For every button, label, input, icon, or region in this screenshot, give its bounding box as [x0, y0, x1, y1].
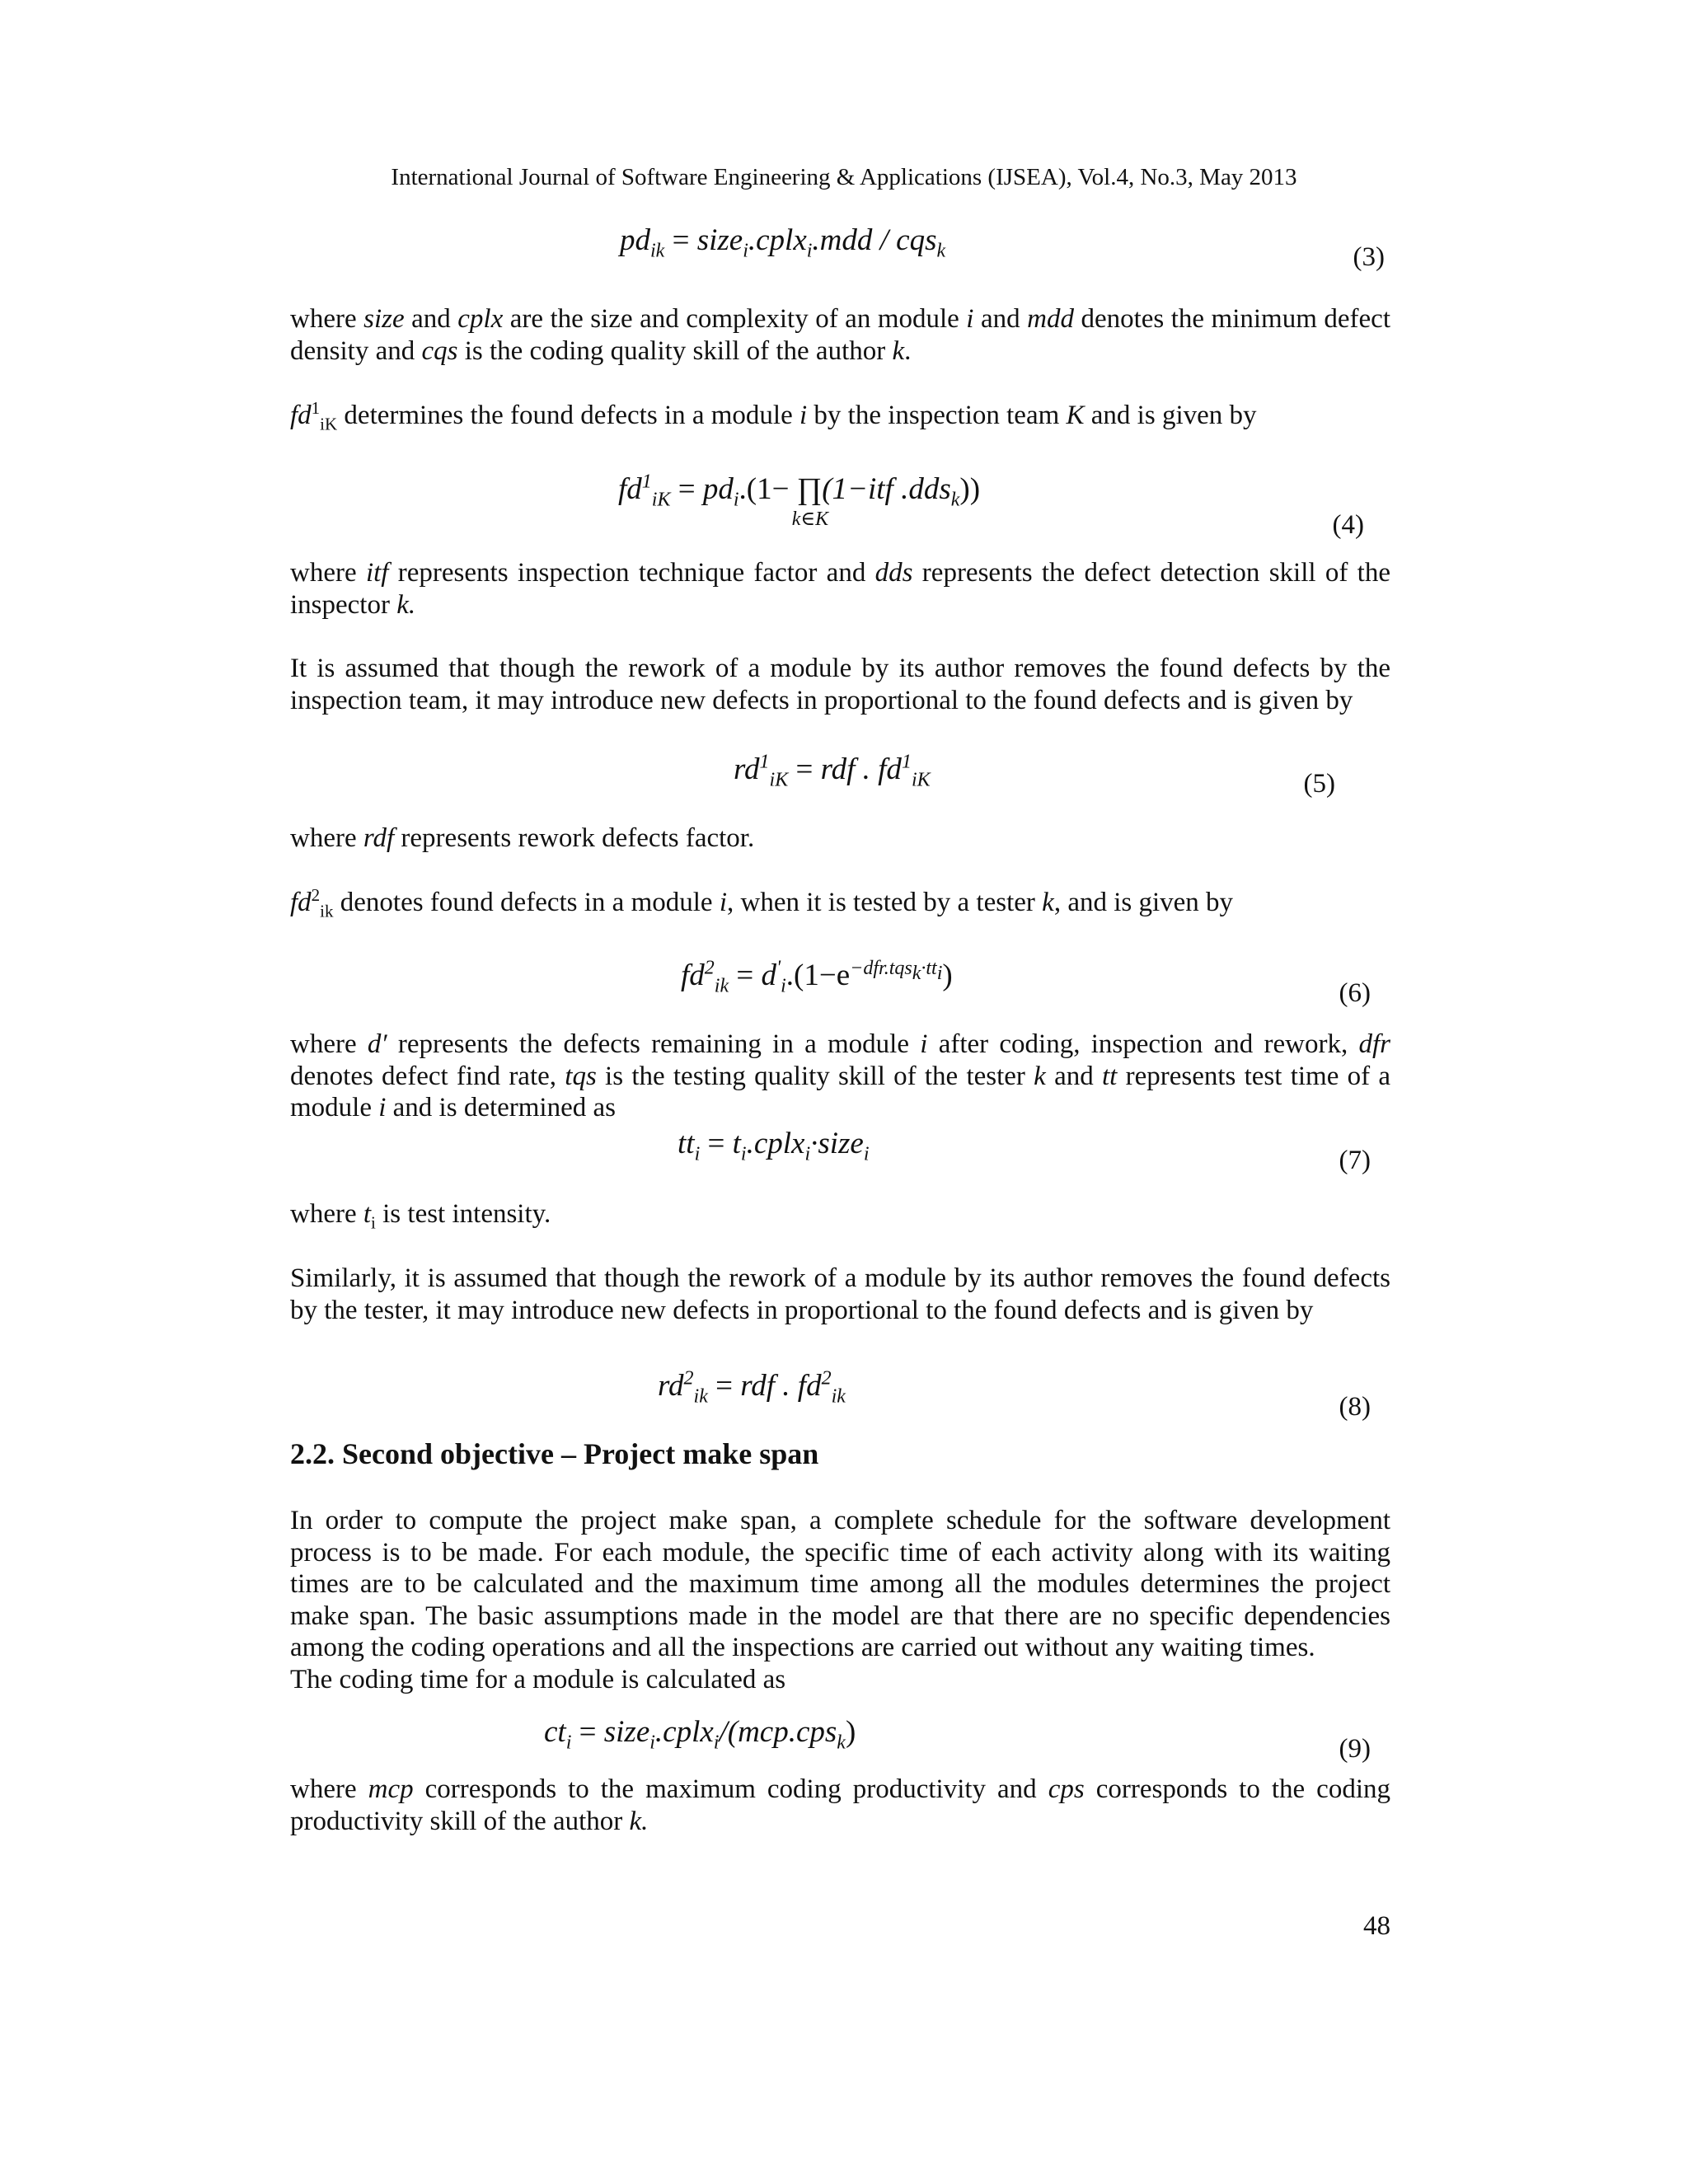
paragraph-6: $fd^2_{ik}$ denotes found defects in a module i, when it is tested by a tester k, and is given by	[290, 885, 1234, 921]
equation-number-7: (7)	[1339, 1146, 1371, 1175]
paragraph-1: where size and cplx are the size and complexity of an module i and mdd denotes the minimum defect density and cqs is the coding quality skill of the author k.	[290, 304, 1390, 366]
paragraph-8: where $t_i$ is test intensity.	[290, 1199, 551, 1233]
equation-5: $rd^1_{iK}$ = rdf . $fd^1_{iK}$	[734, 751, 931, 791]
equation-number-8: (8)	[1339, 1392, 1371, 1422]
equation-number-5: (5)	[1303, 769, 1335, 799]
section-heading: 2.2. Second objective – Project make span	[290, 1437, 819, 1470]
equation-number-3: (3)	[1353, 242, 1385, 272]
equation-number-9: (9)	[1339, 1734, 1371, 1764]
product-operator: ∏ k∈K	[791, 472, 829, 530]
paragraph-9: Similarly, it is assumed that though the rework of a module by its author removes the found defects by the tester, it may introduce new defects in proportional to the found defects and is given by	[290, 1263, 1390, 1325]
paragraph-11: The coding time for a module is calculated as	[290, 1665, 786, 1694]
paragraph-5: where rdf represents rework defects factor.	[290, 823, 755, 853]
equation-number-6: (6)	[1339, 978, 1371, 1008]
equation-8: $rd^2_{ik}$ = rdf . $fd^2_{ik}$	[658, 1367, 846, 1408]
paragraph-12: where mcp corresponds to the maximum coding productivity and cps corresponds to the coding productivity skill of the author k.	[290, 1774, 1390, 1836]
paragraph-4: It is assumed that though the rework of a module by its author removes the found defects by the inspection team, it may introduce new defects in proportional to the found defects and is given by	[290, 654, 1390, 715]
equation-6: $fd^2_{ik} = d'_i.(1-e^{-dfr.tqs_k\cdot tt_i})$	[681, 957, 953, 997]
paragraph-2: $fd^1_{iK}$ determines the found defects in a module i by the inspection team K and is given by	[290, 398, 1257, 434]
paragraph-7: where d′ represents the defects remaining in a module i after coding, inspection and rework, dfr denotes defect find rate, tqs is the testing quality skill of the tester k and tt represents test time of a module i and is determined as	[290, 1029, 1390, 1122]
equation-9: $ct_i$ = size$_i$.cplx$_i$/(mcp.cps$_k$)	[544, 1715, 856, 1754]
paragraph-10: In order to compute the project make span, a complete schedule for the software development process is to be made. For each module, the specific time of each activity along with its waiting times are to be calculated and the maximum time among all the modules determines the project make span. The basic assumptions made in the model are that there are no specific dependencies among the coding operations and all the inspections are carried out without any waiting times.	[290, 1506, 1390, 1662]
page-number: 48	[1363, 1911, 1390, 1941]
equation-number-4: (4)	[1332, 510, 1364, 540]
paragraph-3: where itf represents inspection technique factor and dds represents the defect detection skill of the inspector k.	[290, 558, 1390, 620]
equation-7: $tt_i$ = $t_i.cplx_i\cdot size_i$	[678, 1127, 870, 1165]
running-header: International Journal of Software Engineering & Applications (IJSEA), Vol.4, No.3, May 2013	[391, 164, 1297, 190]
equation-3: $pd_{ik}$ = size$_i$.cplx$_i$.mdd / cqs$_k$	[620, 223, 946, 262]
equation-4: $fd^1_{iK} = pd_i.(1-$ ∏ k∈K (1−itf .dds$_k$))	[618, 471, 981, 530]
